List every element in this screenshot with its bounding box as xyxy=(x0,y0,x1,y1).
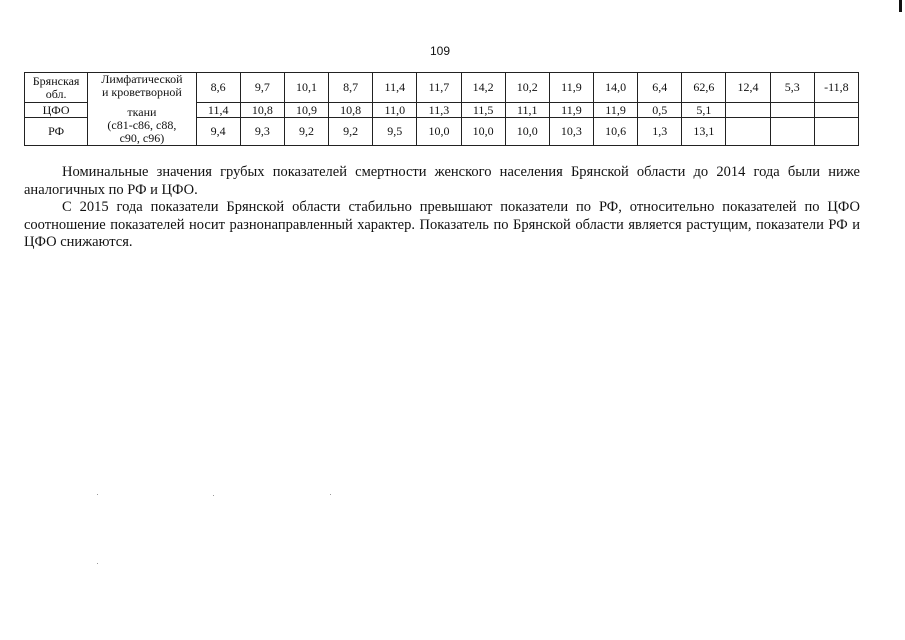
value-cell: 10,8 xyxy=(240,103,284,118)
value-cell: -11,8 xyxy=(814,73,858,103)
value-cell: 8,7 xyxy=(329,73,373,103)
scan-speck xyxy=(330,494,331,495)
value-cell: 8,6 xyxy=(196,73,240,103)
value-cell: 14,0 xyxy=(594,73,638,103)
scan-speck xyxy=(213,495,214,496)
value-cell: 11,0 xyxy=(373,103,417,118)
value-cell xyxy=(770,103,814,118)
value-cell xyxy=(726,103,770,118)
value-cell: 10,8 xyxy=(329,103,373,118)
value-cell: 10,2 xyxy=(505,73,549,103)
value-cell: 11,3 xyxy=(417,103,461,118)
paragraph: Номинальные значения грубых показателей смертности женского населения Брянской области до 2014 года были ниже аналогичных по РФ и ЦФО. xyxy=(24,164,860,198)
value-cell: 5,1 xyxy=(682,103,726,118)
value-cell: 10,3 xyxy=(549,118,593,146)
cause-label: Лимфатической xyxy=(101,72,183,86)
value-cell: 10,0 xyxy=(461,118,505,146)
value-cell: 12,4 xyxy=(726,73,770,103)
value-cell xyxy=(726,118,770,146)
value-cell: 9,5 xyxy=(373,118,417,146)
value-cell: 10,0 xyxy=(417,118,461,146)
value-cell: 9,3 xyxy=(240,118,284,146)
value-cell: 6,4 xyxy=(638,73,682,103)
region-cell: РФ xyxy=(25,118,88,146)
value-cell: 14,2 xyxy=(461,73,505,103)
value-cell: 10,9 xyxy=(284,103,328,118)
scan-speck xyxy=(97,494,98,495)
value-cell xyxy=(770,118,814,146)
value-cell: 11,9 xyxy=(549,73,593,103)
mortality-table xyxy=(24,72,859,146)
value-cell: 1,3 xyxy=(638,118,682,146)
value-cell: 62,6 xyxy=(682,73,726,103)
value-cell: 11,4 xyxy=(196,103,240,118)
value-cell: 9,7 xyxy=(240,73,284,103)
value-cell: 0,5 xyxy=(638,103,682,118)
cause-label: (с81-с86, с88, xyxy=(107,118,177,132)
value-cell: 9,2 xyxy=(329,118,373,146)
value-cell: 5,3 xyxy=(770,73,814,103)
cause-label: с90, с96) xyxy=(119,131,165,145)
value-cell: 11,7 xyxy=(417,73,461,103)
value-cell: 11,9 xyxy=(549,103,593,118)
paragraph: С 2015 года показатели Брянской области стабильно превышают показатели по РФ, относительно показателей по ЦФО соотношение показателей носит разнонаправленный характер. Показатель по Брянской области является растущим, показатели РФ и ЦФО снижаются. xyxy=(24,199,860,250)
value-cell: 13,1 xyxy=(682,118,726,146)
edge-mark xyxy=(899,0,902,12)
value-cell: 9,2 xyxy=(284,118,328,146)
value-cell: 11,1 xyxy=(505,103,549,118)
cause-cell xyxy=(88,73,196,146)
value-cell: 11,4 xyxy=(373,73,417,103)
body-text xyxy=(24,164,860,252)
table-row xyxy=(25,73,859,103)
region-label: обл. xyxy=(45,86,67,101)
value-cell xyxy=(814,103,858,118)
value-cell xyxy=(814,118,858,146)
scan-speck xyxy=(97,563,98,564)
region-cell xyxy=(25,73,88,103)
cause-label: ткани xyxy=(127,105,157,119)
page-number: 109 xyxy=(429,44,451,58)
value-cell: 10,6 xyxy=(594,118,638,146)
region-cell: ЦФО xyxy=(25,103,88,118)
value-cell: 11,5 xyxy=(461,103,505,118)
value-cell: 10,0 xyxy=(505,118,549,146)
value-cell: 11,9 xyxy=(594,103,638,118)
value-cell: 9,4 xyxy=(196,118,240,146)
value-cell: 10,1 xyxy=(284,73,328,103)
cause-label: и кроветворной xyxy=(101,85,182,99)
region-label: Брянская xyxy=(32,73,80,88)
